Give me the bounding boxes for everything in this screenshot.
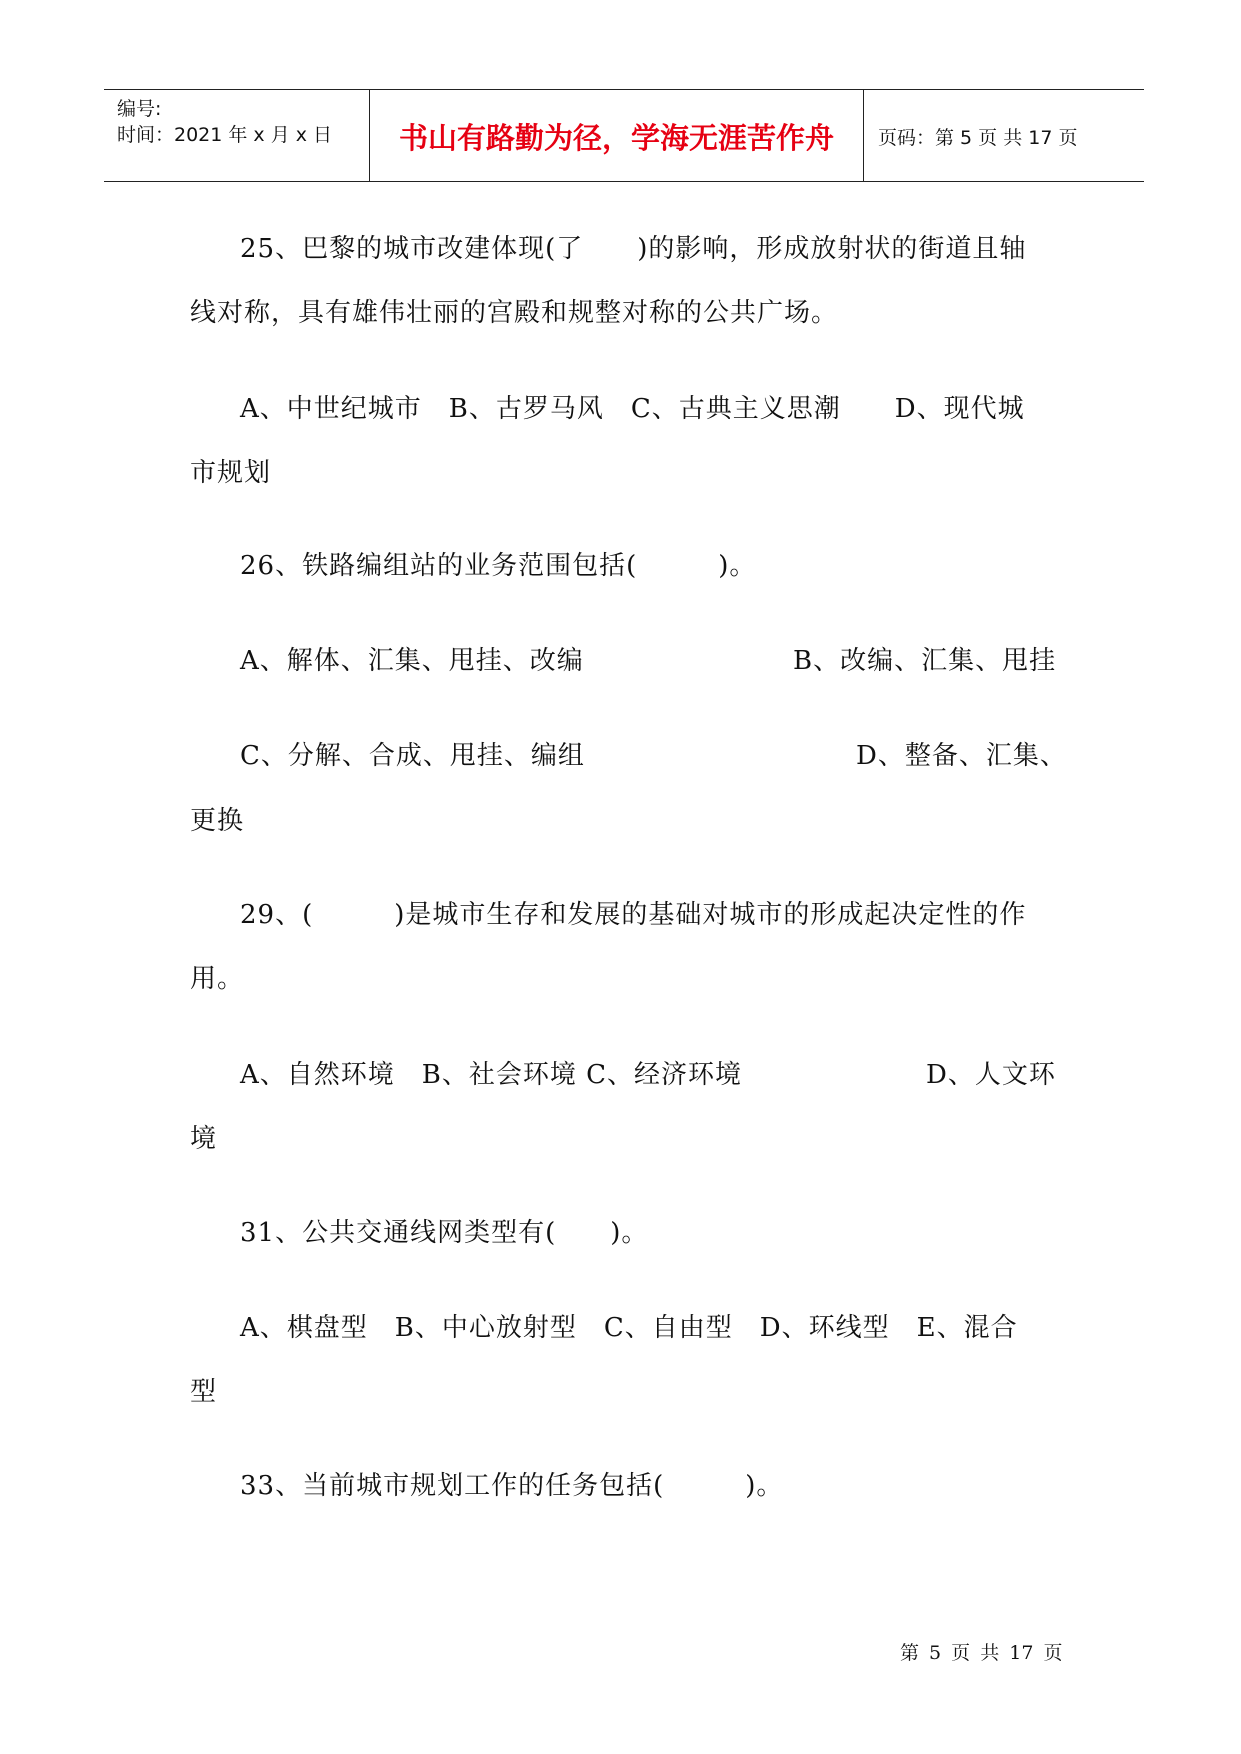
question-31-text: 31、公共交通线网类型有( )。	[240, 1218, 649, 1248]
question-25-options: A、中世纪城市 B、古罗马风 C、古典主义思潮 D、现代城	[240, 394, 1025, 424]
header-motto-cell	[369, 90, 864, 181]
header-left-cell	[104, 90, 369, 181]
question-29-text: 29、( )是城市生存和发展的基础对城市的形成起决定性的作	[240, 900, 1027, 930]
question-31-options: A、棋盘型 B、中心放射型 C、自由型 D、环线型 E、混合	[240, 1313, 1018, 1343]
question-26-option-a: A、解体、汇集、甩挂、改编	[240, 646, 584, 676]
question-29-option-d: D、人文环	[926, 1060, 1056, 1090]
question-26-text: 26、铁路编组站的业务范围包括( )。	[240, 551, 757, 581]
question-25-text-cont: 线对称，具有雄伟壮丽的宫殿和规整对称的公共广场。	[190, 298, 839, 328]
question-29-option-d-cont: 境	[190, 1124, 218, 1154]
header-motto: 书山有路勤为径，学海无涯苦作舟	[398, 121, 834, 155]
question-29-text-cont: 用。	[190, 964, 245, 994]
question-26-option-b: B、改编、汇集、甩挂	[793, 646, 1057, 676]
question-29-options: A、自然环境 B、社会环境 C、经济环境	[240, 1060, 743, 1090]
question-26-option-c: C、分解、合成、甩挂、编组	[240, 741, 585, 771]
question-26-option-d-cont: 更换	[190, 806, 245, 836]
question-31-options-cont: 型	[190, 1377, 218, 1407]
page-footer: 第 5 页 共 17 页	[900, 1642, 1063, 1664]
question-26-option-d: D、整备、汇集、	[856, 741, 1067, 771]
question-25-options-cont: 市规划	[190, 458, 272, 488]
document-number-label: 编号:	[117, 98, 162, 120]
question-25-text: 25、巴黎的城市改建体现(了 )的影响，形成放射状的街道且轴	[240, 234, 1027, 264]
header-page-label: 页码：第 5 页 共 17 页	[878, 127, 1078, 149]
header-right-cell	[864, 90, 1144, 181]
question-33-text: 33、当前城市规划工作的任务包括( )。	[240, 1471, 784, 1501]
document-header	[104, 89, 1144, 182]
document-time-label: 时间：2021 年 x 月 x 日	[117, 124, 333, 146]
